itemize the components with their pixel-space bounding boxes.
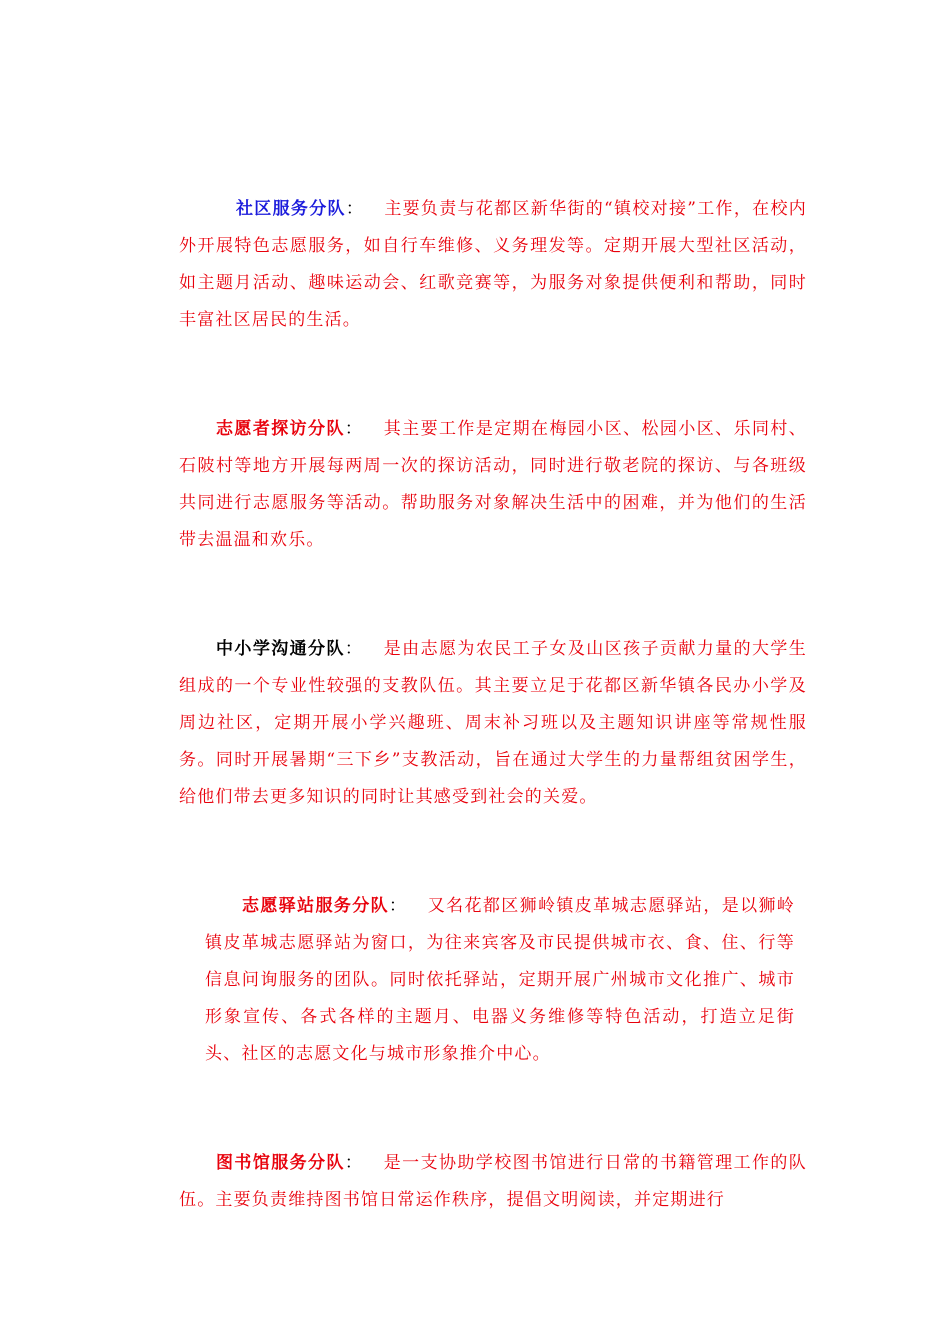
section-library-service — [179, 1145, 807, 1219]
section-title: 图书馆服务分队 — [216, 1153, 345, 1173]
section-volunteer-visit — [179, 411, 807, 559]
section-volunteer-station — [205, 888, 795, 1073]
section-separator: ： — [344, 639, 364, 659]
section-body: 主要负责与花都区新华街的“镇校对接”工作，在校内外开展特色志愿服务，如自行车维修、义务理发等。定期开展大型社区活动，如主题月活动、趣味运动会、红歌竞赛等，为服务对象提供便利和帮助，同时丰富社区居民的生活。 — [179, 199, 807, 330]
section-body: 又名花都区狮岭镇皮革城志愿驿站，是以狮岭镇皮革城志愿驿站为窗口，为往来宾客及市民提供城市衣、食、住、行等信息问询服务的团队。同时依托驿站，定期开展广州城市文化推广、城市形象宣传、各式各样的主题月、电器义务维修等特色活动，打造立足街头、社区的志愿文化与城市形象推介中心。 — [205, 896, 796, 1064]
section-body: 其主要工作是定期在梅园小区、松园小区、乐同村、石陂村等地方开展每两周一次的探访活动，同时进行敬老院的探访、与各班级共同进行志愿服务等活动。帮助服务对象解决生活中的困难，并为他们的生活带去温温和欢乐。 — [179, 419, 808, 550]
section-separator: ： — [344, 1153, 364, 1173]
section-body: 是一支协助学校图书馆进行日常的书籍管理工作的队伍。主要负责维持图书馆日常运作秩序，提倡文明阅读，并定期进行 — [179, 1153, 808, 1210]
section-community-service — [179, 191, 807, 339]
section-separator: ： — [389, 896, 408, 916]
section-body: 是由志愿为农民工子女及山区孩子贡献力量的大学生组成的一个专业性较强的支教队伍。其主要立足于花都区新华镇各民办小学及周边社区，定期开展小学兴趣班、周末补习班以及主题知识讲座等常规性服务。同时开展暑期“三下乡”支教活动，旨在通过大学生的力量帮组贫困学生，给他们带去更多知识的同时让其感受到社会的关爱。 — [179, 639, 808, 807]
section-separator: ： — [344, 419, 364, 439]
section-title: 中小学沟通分队 — [216, 639, 345, 659]
section-title: 志愿者探访分队 — [216, 419, 345, 439]
section-title: 志愿驿站服务分队 — [242, 896, 389, 916]
section-school-communication — [179, 631, 807, 816]
section-title: 社区服务分队 — [236, 199, 346, 219]
section-separator: ： — [345, 199, 365, 219]
